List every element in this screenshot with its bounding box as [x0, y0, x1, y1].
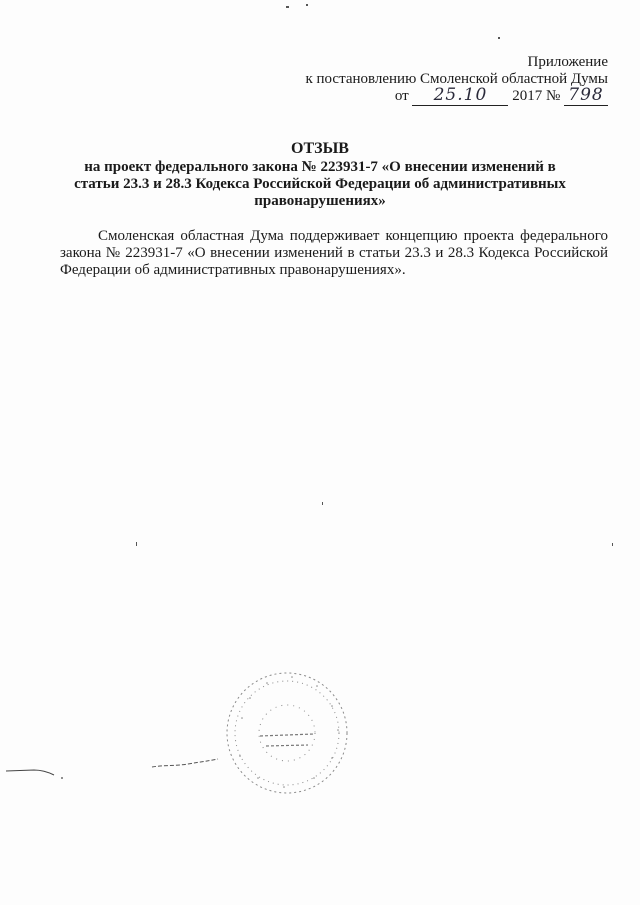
appendix-label: Приложение	[527, 54, 608, 70]
date-field	[412, 85, 508, 106]
document-title: ОТЗЫВ	[291, 140, 349, 157]
scan-speck	[286, 6, 289, 8]
scan-speck	[612, 543, 613, 546]
date-prefix: от	[394, 88, 409, 104]
appendix-header	[305, 54, 608, 106]
body-paragraph: Смоленская областная Дума поддерживает концепцию проекта федерального закона № 223931-7 «О внесении изменений в статьи 23.3 и 28.3 Кодекса Российской Федерации об административных правонарушениях».	[60, 228, 608, 278]
margin-stroke-icon	[6, 766, 66, 780]
signature-icon	[150, 745, 220, 775]
number-field	[564, 85, 608, 106]
handwritten-date: 25.10	[433, 85, 488, 105]
resolution-reference: к постановлению Смоленской областной Думы	[305, 71, 608, 87]
scan-speck	[322, 502, 323, 505]
title-block	[60, 140, 580, 210]
handwritten-number: 798	[568, 85, 604, 105]
round-seal-icon	[222, 668, 352, 798]
document-subtitle: на проект федерального закона № 223931-7 «О внесении изменений в статьи 23.3 и 28.3 Кодекса Российской Федерации об административных правонарушениях»	[74, 159, 566, 209]
scan-speck	[306, 4, 308, 6]
scan-speck	[136, 542, 137, 546]
date-number-line	[305, 85, 608, 106]
year-number-text: 2017 №	[512, 88, 561, 104]
scan-speck	[498, 37, 500, 39]
